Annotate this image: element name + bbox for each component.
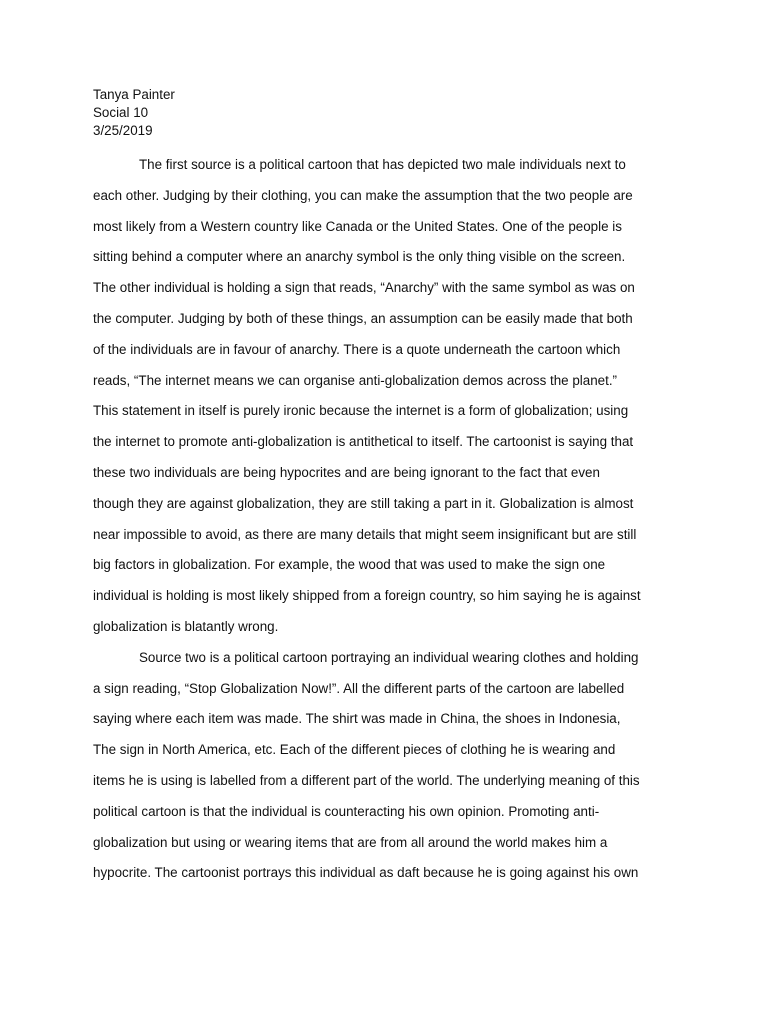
paragraph-1-line: though they are against globalization, they are still taking a part in it. Globalization is almost <box>93 495 634 511</box>
paragraph-1-line: the computer. Judging by both of these things, an assumption can be easily made that both <box>93 310 633 326</box>
paragraph-1-line: This statement in itself is purely ironic because the internet is a form of globalization; using <box>93 403 629 419</box>
paragraph-1-line: most likely from a Western country like Canada or the United States. One of the people is <box>93 218 622 234</box>
paragraph-1-line: reads, “The internet means we can organise anti-globalization demos across the planet.” <box>93 372 618 388</box>
paragraph-1-line: The other individual is holding a sign that reads, “Anarchy” with the same symbol as was on <box>93 280 635 296</box>
paragraph-1-line: globalization is blatantly wrong. <box>93 618 279 634</box>
author-name: Tanya Painter <box>93 87 175 102</box>
paragraph-2-line: The sign in North America, etc. Each of the different pieces of clothing he is wearing and <box>93 742 616 758</box>
paragraph-1-line: of the individuals are in favour of anarchy. There is a quote underneath the cartoon which <box>93 341 621 357</box>
paragraph-1-line: these two individuals are being hypocrites and are being ignorant to the fact that even <box>93 464 600 480</box>
paragraph-1-line: near impossible to avoid, as there are many details that might seem insignificant but are still <box>93 526 637 542</box>
paragraph-1-line: individual is holding is most likely shipped from a foreign country, so him saying he is against <box>93 588 641 604</box>
document-body <box>93 150 677 889</box>
document-header <box>93 86 175 140</box>
paragraph-1-line: the internet to promote anti-globalization is antithetical to itself. The cartoonist is saying that <box>93 434 634 450</box>
paragraph-2-line: hypocrite. The cartoonist portrays this individual as daft because he is going against his own <box>93 865 639 881</box>
paragraph-1-line: sitting behind a computer where an anarchy symbol is the only thing visible on the screen. <box>93 249 626 265</box>
paragraph-2-line: saying where each item was made. The shirt was made in China, the shoes in Indonesia, <box>93 711 621 727</box>
paragraph-2-line: a sign reading, “Stop Globalization Now!”. All the different parts of the cartoon are labelled <box>93 680 625 696</box>
course-name: Social 10 <box>93 105 149 120</box>
paragraph-2-line: items he is using is labelled from a different part of the world. The underlying meaning of this <box>93 772 640 788</box>
paragraph-2-line: Source two is a political cartoon portraying an individual wearing clothes and holding <box>139 649 639 665</box>
paragraph-2-line: political cartoon is that the individual is counteracting his own opinion. Promoting anti- <box>93 803 600 819</box>
paragraph-1-line: each other. Judging by their clothing, you can make the assumption that the two people are <box>93 187 633 203</box>
paragraph-2-line: globalization but using or wearing items that are from all around the world makes him a <box>93 834 608 850</box>
paragraph-1-line: The first source is a political cartoon that has depicted two male individuals next to <box>139 157 626 172</box>
document-date: 3/25/2019 <box>93 123 153 138</box>
paragraph-1-line: big factors in globalization. For example, the wood that was used to make the sign one <box>93 557 606 573</box>
